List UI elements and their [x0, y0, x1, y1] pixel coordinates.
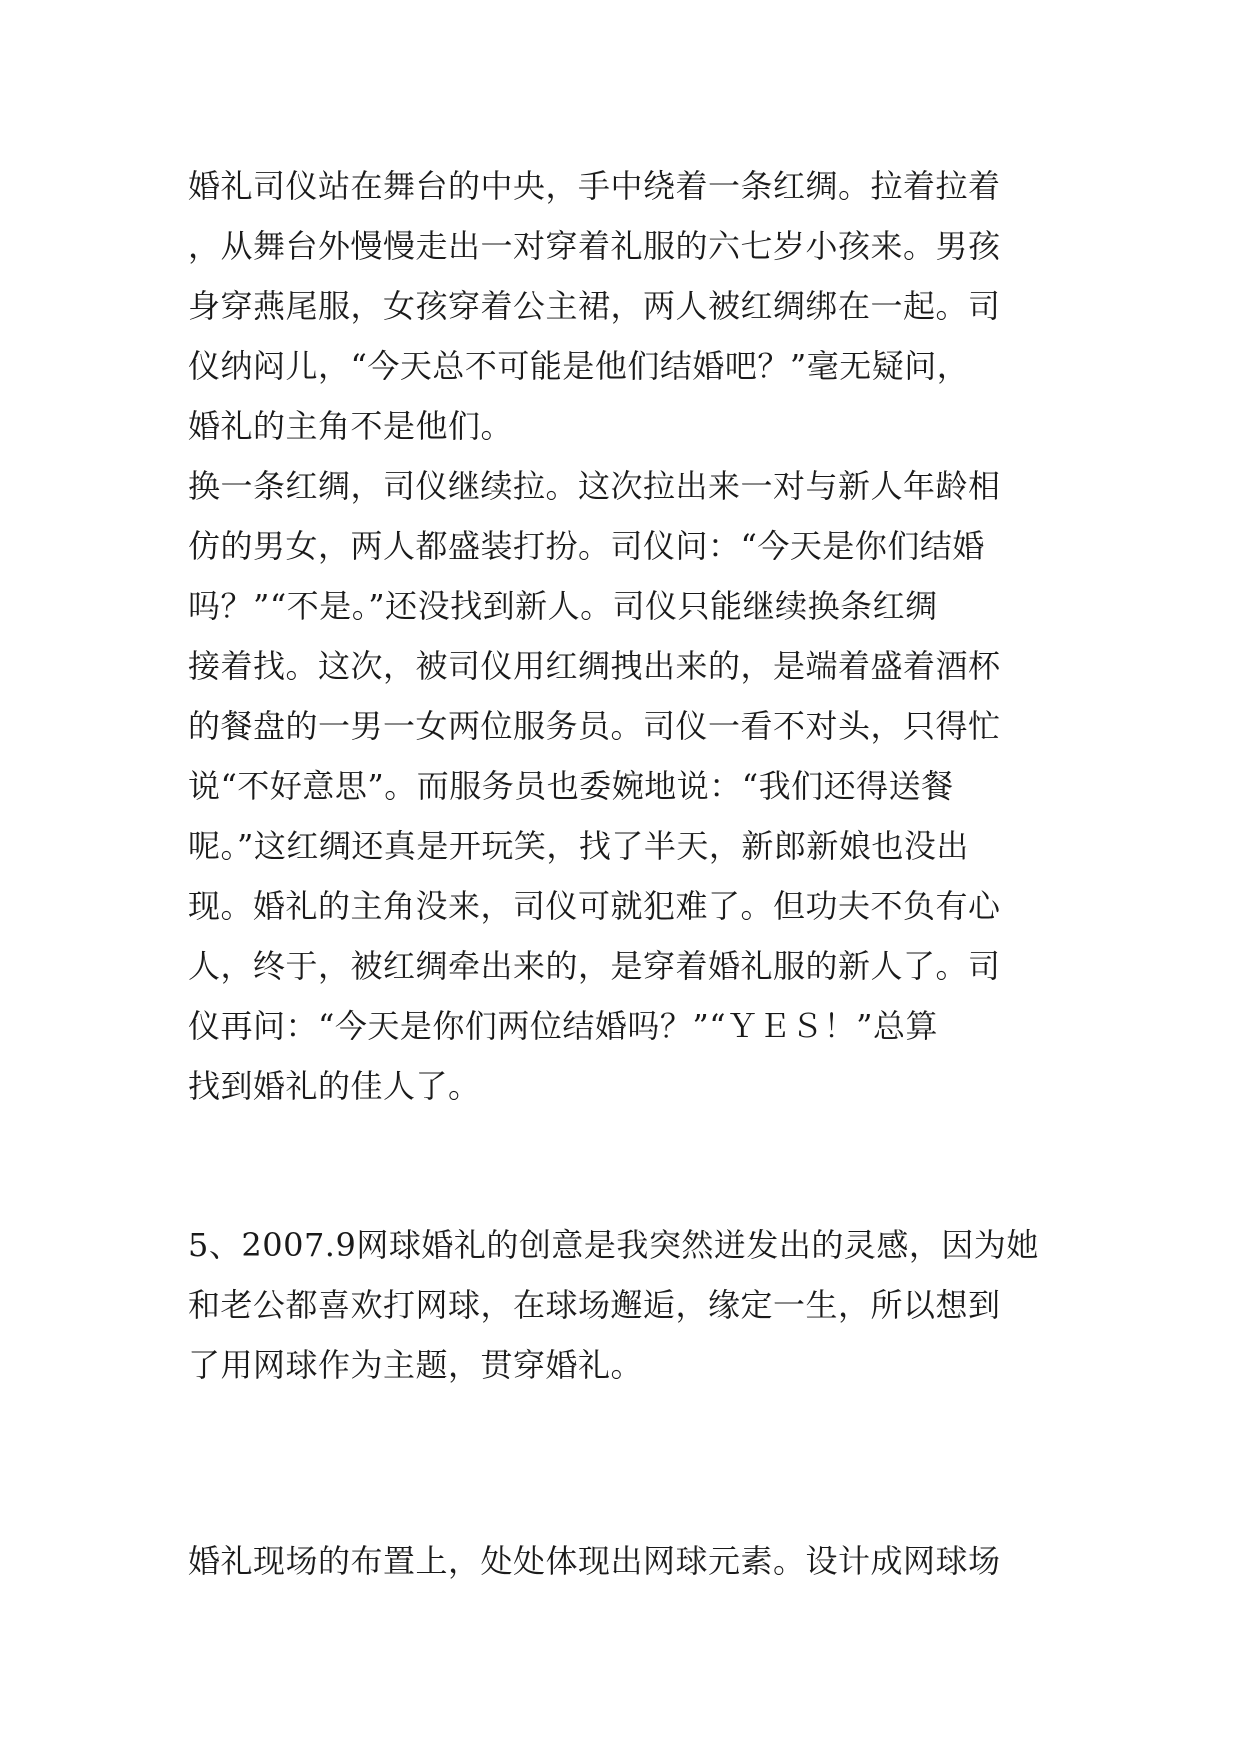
text-line: 仿的男女，两人都盛装打扮。司仪问：“今天是你们结婚 — [188, 527, 985, 565]
text-line: 身穿燕尾服，女孩穿着公主裙，两人被红绸绑在一起。司 — [188, 287, 1001, 325]
text-line: 和老公都喜欢打网球，在球场邂逅，缘定一生，所以想到 — [188, 1286, 1001, 1324]
text-line: 婚礼的主角不是他们。 — [188, 407, 514, 445]
paragraph-ribbon-story — [188, 156, 1068, 1116]
text-line: 5、2007.9网球婚礼的创意是我突然迸发出的灵感，因为她 — [188, 1226, 1039, 1264]
text-line: 人，终于，被红绸牵出来的，是穿着婚礼服的新人了。司 — [188, 947, 1001, 985]
text-line: 找到婚礼的佳人了。 — [188, 1067, 481, 1105]
text-line: 的餐盘的一男一女两位服务员。司仪一看不对头，只得忙 — [188, 707, 1001, 745]
text-line: 仪再问：“今天是你们两位结婚吗？”“ＹＥＳ！”总算 — [188, 1007, 938, 1045]
text-line: 接着找。这次，被司仪用红绸拽出来的，是端着盛着酒杯 — [188, 647, 1001, 685]
paragraph-venue-layout — [188, 1531, 1068, 1591]
text-line: 婚礼司仪站在舞台的中央，手中绕着一条红绸。拉着拉着 — [188, 167, 1001, 205]
paragraph-tennis-wedding — [188, 1215, 1068, 1395]
text-line: 现。婚礼的主角没来，司仪可就犯难了。但功夫不负有心 — [188, 887, 1001, 925]
text-line: 了用网球作为主题，贯穿婚礼。 — [188, 1346, 644, 1384]
text-line: 换一条红绸，司仪继续拉。这次拉出来一对与新人年龄相 — [188, 467, 1001, 505]
text-line: 呢。”这红绸还真是开玩笑，找了半天，新郎新娘也没出 — [188, 827, 969, 865]
text-line: 婚礼现场的布置上，处处体现出网球元素。设计成网球场 — [188, 1542, 1001, 1580]
text-line: 仪纳闷儿，“今天总不可能是他们结婚吧？”毫无疑问， — [188, 347, 970, 385]
text-line: ，从舞台外慢慢走出一对穿着礼服的六七岁小孩来。男孩 — [188, 227, 1001, 265]
text-line: 说“不好意思”。而服务员也委婉地说：“我们还得送餐 — [188, 767, 954, 805]
text-line: 吗？”“不是。”还没找到新人。司仪只能继续换条红绸 — [188, 587, 938, 625]
